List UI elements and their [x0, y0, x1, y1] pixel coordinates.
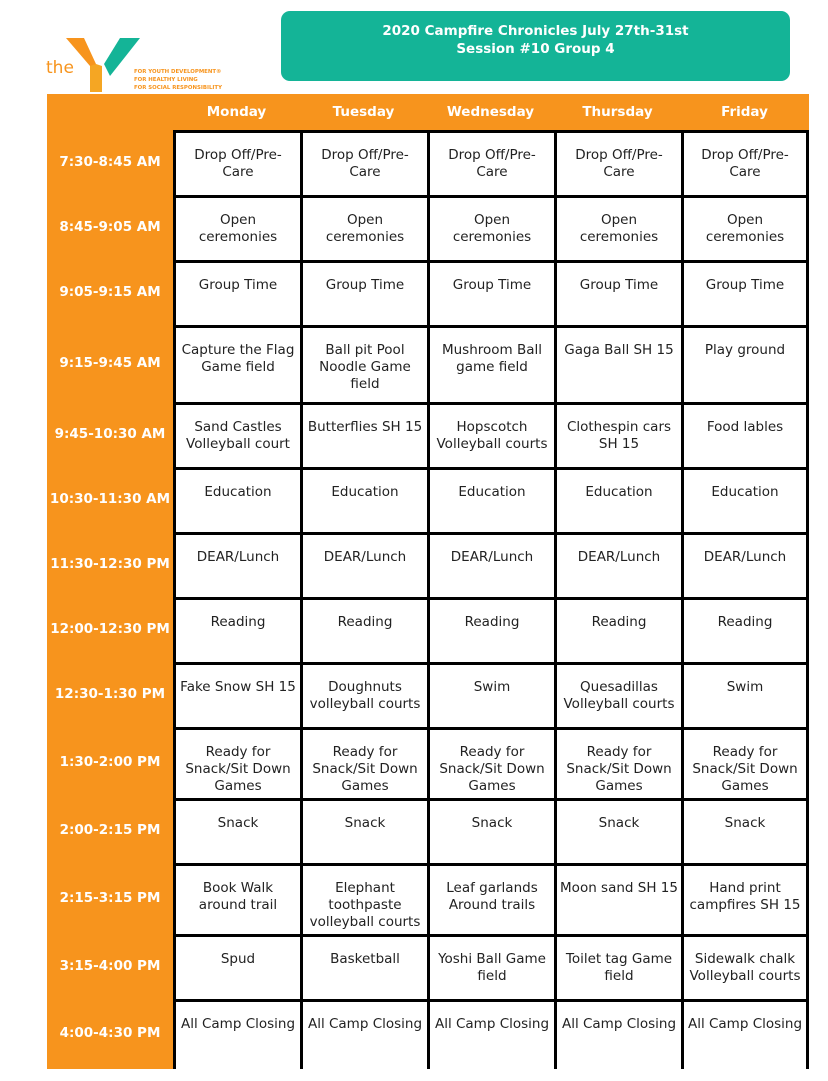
schedule-cell-thursday: All Camp Closing	[557, 1002, 681, 1069]
schedule-cell-thursday: Open ceremonies	[557, 198, 681, 260]
schedule-cell-friday: DEAR/Lunch	[684, 535, 806, 597]
schedule-title: 2020 Campfire Chronicles July 27th-31st	[382, 23, 689, 39]
schedule-cell-thursday: Clothespin cars SH 15	[557, 405, 681, 467]
schedule-cell-wednesday: Hopscotch Volleyball courts	[430, 405, 554, 467]
schedule-cell-friday: Group Time	[684, 263, 806, 325]
schedule-cell-monday: DEAR/Lunch	[176, 535, 300, 597]
schedule-cell-monday: Sand Castles Volleyball court	[176, 405, 300, 467]
schedule-cell-monday: Spud	[176, 937, 300, 999]
schedule-cell-wednesday: Reading	[430, 600, 554, 662]
schedule-cell-thursday: Quesadillas Volleyball courts	[557, 665, 681, 727]
schedule-cell-wednesday: Open ceremonies	[430, 198, 554, 260]
time-slot-label: 11:30-12:30 PM	[50, 555, 170, 572]
schedule-cell-tuesday: Education	[303, 470, 427, 532]
time-slot-label: 2:15-3:15 PM	[59, 889, 161, 906]
schedule-cell-tuesday: Reading	[303, 600, 427, 662]
day-header-tuesday: Tuesday	[332, 104, 395, 120]
schedule-cell-tuesday: Elephant toothpaste volleyball courts	[303, 866, 427, 934]
schedule-cell-monday: Capture the Flag Game field	[176, 328, 300, 402]
schedule-cell-tuesday: Basketball	[303, 937, 427, 999]
schedule-cell-friday: Sidewalk chalk Volleyball courts	[684, 937, 806, 999]
logo-tagline-youth: FOR YOUTH DEVELOPMENT®	[134, 69, 222, 75]
schedule-cell-friday: Hand print campfires SH 15	[684, 866, 806, 934]
schedule-cell-wednesday: Education	[430, 470, 554, 532]
schedule-cell-wednesday: Mushroom Ball game field	[430, 328, 554, 402]
schedule-cell-wednesday: Swim	[430, 665, 554, 727]
day-header-thursday: Thursday	[582, 104, 653, 120]
schedule-cell-tuesday: Group Time	[303, 263, 427, 325]
schedule-cell-friday: Drop Off/Pre-Care	[684, 133, 806, 195]
time-slot-label: 9:45-10:30 AM	[54, 425, 166, 442]
ymca-y-icon	[64, 34, 144, 96]
schedule-cell-friday: All Camp Closing	[684, 1002, 806, 1069]
schedule-cell-thursday: Moon sand SH 15	[557, 866, 681, 934]
time-slot-label: 1:30-2:00 PM	[59, 753, 161, 770]
schedule-cell-wednesday: Ready for Snack/Sit Down Games	[430, 730, 554, 798]
schedule-cell-monday: Reading	[176, 600, 300, 662]
day-header-friday: Friday	[721, 104, 768, 120]
time-slot-label: 9:15-9:45 AM	[59, 354, 161, 371]
schedule-cell-wednesday: Yoshi Ball Game field	[430, 937, 554, 999]
schedule-cell-wednesday: Snack	[430, 801, 554, 863]
schedule-cell-monday: Book Walk around trail	[176, 866, 300, 934]
schedule-title-banner	[281, 11, 790, 81]
schedule-cell-thursday: Drop Off/Pre-Care	[557, 133, 681, 195]
logo-the-text: the	[46, 58, 74, 78]
schedule-cell-tuesday: Butterflies SH 15	[303, 405, 427, 467]
schedule-cell-thursday: Education	[557, 470, 681, 532]
schedule-cell-monday: Open ceremonies	[176, 198, 300, 260]
time-slot-label: 8:45-9:05 AM	[59, 218, 161, 235]
schedule-cell-monday: Education	[176, 470, 300, 532]
schedule-cell-monday: Ready for Snack/Sit Down Games	[176, 730, 300, 798]
ymca-logo	[44, 34, 234, 96]
schedule-cell-friday: Reading	[684, 600, 806, 662]
logo-tagline-social: FOR SOCIAL RESPONSIBILITY	[134, 85, 222, 91]
logo-tagline-health: FOR HEALTHY LIVING	[134, 77, 198, 83]
schedule-cell-thursday: Reading	[557, 600, 681, 662]
schedule-cell-tuesday: Doughnuts volleyball courts	[303, 665, 427, 727]
schedule-cell-thursday: DEAR/Lunch	[557, 535, 681, 597]
schedule-cell-monday: Snack	[176, 801, 300, 863]
schedule-cell-tuesday: Ball pit Pool Noodle Game field	[303, 328, 427, 402]
schedule-cell-monday: Fake Snow SH 15	[176, 665, 300, 727]
schedule-cell-monday: All Camp Closing	[176, 1002, 300, 1069]
schedule-cell-thursday: Ready for Snack/Sit Down Games	[557, 730, 681, 798]
time-slot-label: 12:00-12:30 PM	[50, 620, 170, 637]
schedule-cell-tuesday: Ready for Snack/Sit Down Games	[303, 730, 427, 798]
schedule-cell-monday: Group Time	[176, 263, 300, 325]
schedule-cell-friday: Play ground	[684, 328, 806, 402]
schedule-cell-tuesday: Snack	[303, 801, 427, 863]
schedule-cell-tuesday: Drop Off/Pre-Care	[303, 133, 427, 195]
time-slot-label: 10:30-11:30 AM	[49, 490, 171, 507]
schedule-cell-wednesday: All Camp Closing	[430, 1002, 554, 1069]
schedule-cell-thursday: Toilet tag Game field	[557, 937, 681, 999]
schedule-cell-wednesday: DEAR/Lunch	[430, 535, 554, 597]
schedule-subtitle: Session #10 Group 4	[456, 40, 615, 57]
time-slot-label: 2:00-2:15 PM	[59, 821, 161, 838]
time-slot-label: 7:30-8:45 AM	[59, 153, 161, 170]
schedule-cell-friday: Ready for Snack/Sit Down Games	[684, 730, 806, 798]
schedule-cell-wednesday: Leaf garlands Around trails	[430, 866, 554, 934]
schedule-cell-friday: Snack	[684, 801, 806, 863]
schedule-cell-thursday: Group Time	[557, 263, 681, 325]
day-header-wednesday: Wednesday	[446, 104, 535, 120]
schedule-cell-wednesday: Group Time	[430, 263, 554, 325]
schedule-cell-friday: Education	[684, 470, 806, 532]
time-slot-label: 4:00-4:30 PM	[59, 1025, 161, 1041]
schedule-cell-tuesday: All Camp Closing	[303, 1002, 427, 1069]
time-slot-label: 12:30-1:30 PM	[54, 685, 166, 702]
schedule-cell-tuesday: DEAR/Lunch	[303, 535, 427, 597]
schedule-cell-tuesday: Open ceremonies	[303, 198, 427, 260]
schedule-cell-friday: Food lables	[684, 405, 806, 467]
schedule-cell-wednesday: Drop Off/Pre-Care	[430, 133, 554, 195]
time-slot-label: 3:15-4:00 PM	[59, 957, 161, 974]
schedule-cell-thursday: Snack	[557, 801, 681, 863]
schedule-cell-thursday: Gaga Ball SH 15	[557, 328, 681, 402]
time-slot-label: 9:05-9:15 AM	[59, 283, 161, 300]
schedule-cell-monday: Drop Off/Pre-Care	[176, 133, 300, 195]
day-header-monday: Monday	[206, 104, 267, 120]
schedule-cell-friday: Open ceremonies	[684, 198, 806, 260]
schedule-cell-friday: Swim	[684, 665, 806, 727]
time-column	[47, 94, 173, 1069]
